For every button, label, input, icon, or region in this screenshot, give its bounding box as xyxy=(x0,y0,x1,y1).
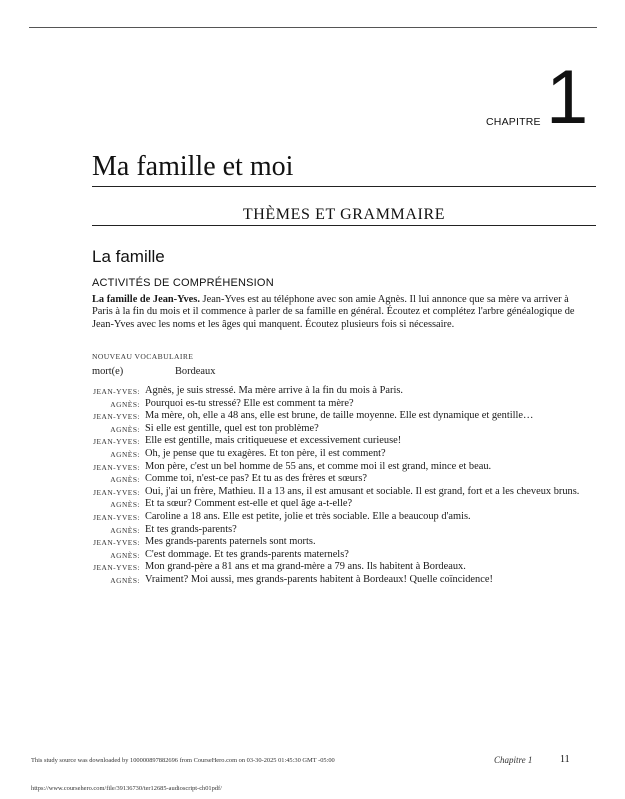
speaker-name: JEAN-YVES: xyxy=(93,538,140,548)
speaker-name: JEAN-YVES: xyxy=(93,462,140,472)
speech-text: Elle est gentille, mais critiqueuese et excessivement curieuse! xyxy=(145,435,402,447)
speaker-name: AGNÈS: xyxy=(110,449,140,459)
dialogue-line xyxy=(88,473,588,486)
dialogue-line xyxy=(88,486,588,499)
dialogue-line xyxy=(88,410,588,423)
intro-paragraph xyxy=(92,294,580,331)
speaker-name: AGNÈS: xyxy=(110,424,140,434)
speech-text: Mes grands-parents paternels sont morts. xyxy=(145,536,316,548)
title-rule xyxy=(92,186,596,187)
footer-source: This study source was downloaded by 100000897882696 from CourseHero.com on 03-30-2025 01:45:30 GMT -05:00 xyxy=(31,757,335,764)
intro-text: Jean-Yves est au téléphone avec son amie Agnès. Il lui annonce que sa mère va arriver à Paris à la fin du mois et il commence à parler de sa famille en général. Écoutez et complétez l'arbre généalogique de Jean-Yves avec les noms et les âges qui manquent. Écoutez plusieurs fois si nécessaire. xyxy=(92,294,575,330)
speech-text: Oui, j'ai un frère, Mathieu. Il a 13 ans, il est amusant et sociable. Il est grand, fort et a les cheveux bruns. xyxy=(145,485,580,497)
vocab-word: mort(e) xyxy=(92,366,124,377)
speaker-name: AGNÈS: xyxy=(110,475,140,485)
dialogue-line xyxy=(88,385,588,398)
vocab-word: Bordeaux xyxy=(175,366,216,377)
speech-text: Mon père, c'est un bel homme de 55 ans, et comme moi il est grand, mince et beau. xyxy=(145,460,492,472)
speech-text: Ma mère, oh, elle a 48 ans, elle est brune, de taille moyenne. Elle est dynamique et gentille… xyxy=(145,410,534,422)
speaker-name: AGNÈS: xyxy=(110,575,140,585)
speaker-name: AGNÈS: xyxy=(110,500,140,510)
chapter-title: Ma famille et moi xyxy=(92,151,294,182)
vocab-heading: NOUVEAU VOCABULAIRE xyxy=(92,352,194,361)
speech-text: Mon grand-père a 81 ans et ma grand-mère a 79 ans. Ils habitent à Bordeaux. xyxy=(145,561,466,573)
speech-text: Vraiment? Moi aussi, mes grands-parents habitent à Bordeaux! Quelle coïncidence! xyxy=(145,573,493,585)
chapter-number: 1 xyxy=(546,55,589,140)
dialogue-line xyxy=(88,536,588,549)
subsection-heading: ACTIVITÉS DE COMPRÉHENSION xyxy=(92,277,274,289)
speech-text: Et ta sœur? Comment est-elle et quel âge a-t-elle? xyxy=(145,498,353,510)
dialogue-line xyxy=(88,435,588,448)
dialogue-line xyxy=(88,549,588,562)
speech-text: Comme toi, n'est-ce pas? Et tu as des frères et sœurs? xyxy=(145,473,368,485)
dialogue-line xyxy=(88,498,588,511)
footer-page-number: 11 xyxy=(560,754,570,765)
dialogue-line xyxy=(88,461,588,474)
speech-text: C'est dommage. Et tes grands-parents maternels? xyxy=(145,548,349,560)
speech-text: Oh, je pense que tu exagères. Et ton père, il est comment? xyxy=(145,447,386,459)
speaker-name: JEAN-YVES: xyxy=(93,387,140,396)
speech-text: Pourquoi es-tu stressé? Elle est comment ta mère? xyxy=(145,397,354,409)
themes-heading: THÈMES ET GRAMMAIRE xyxy=(242,206,446,223)
dialogue-line xyxy=(88,524,588,537)
themes-rule xyxy=(92,225,596,226)
dialogue-line xyxy=(88,574,588,587)
speaker-name: JEAN-YVES: xyxy=(93,412,140,422)
speech-text: Agnès, je suis stressé. Ma mère arrive à la fin du mois à Paris. xyxy=(145,385,403,396)
intro-bold-title: La famille de Jean-Yves. xyxy=(92,294,200,305)
chapter-label: CHAPITRE xyxy=(486,116,541,128)
footer-chapter: Chapitre 1 xyxy=(494,755,533,765)
section-heading: La famille xyxy=(92,247,165,266)
speaker-name: AGNÈS: xyxy=(110,525,140,535)
dialogue-line xyxy=(88,511,588,524)
speaker-name: AGNÈS: xyxy=(110,399,140,409)
footer-url: https://www.coursehero.com/file/39136730/ter12685-audioscript-ch01pdf/ xyxy=(31,785,222,792)
speaker-name: JEAN-YVES: xyxy=(93,563,140,573)
speaker-name: JEAN-YVES: xyxy=(93,487,140,497)
speaker-name: AGNÈS: xyxy=(110,550,140,560)
dialogue-line xyxy=(88,423,588,436)
dialogue-line xyxy=(88,448,588,461)
dialogue xyxy=(88,385,588,587)
dialogue-line xyxy=(88,398,588,411)
speaker-name: JEAN-YVES: xyxy=(93,512,140,522)
dialogue-line xyxy=(88,561,588,574)
top-rule xyxy=(29,27,597,28)
speech-text: Si elle est gentille, quel est ton problème? xyxy=(145,422,319,434)
speaker-name: JEAN-YVES: xyxy=(93,437,140,447)
speech-text: Et tes grands-parents? xyxy=(145,523,237,535)
speech-text: Caroline a 18 ans. Elle est petite, jolie et très sociable. Elle a beaucoup d'amis. xyxy=(145,510,471,522)
